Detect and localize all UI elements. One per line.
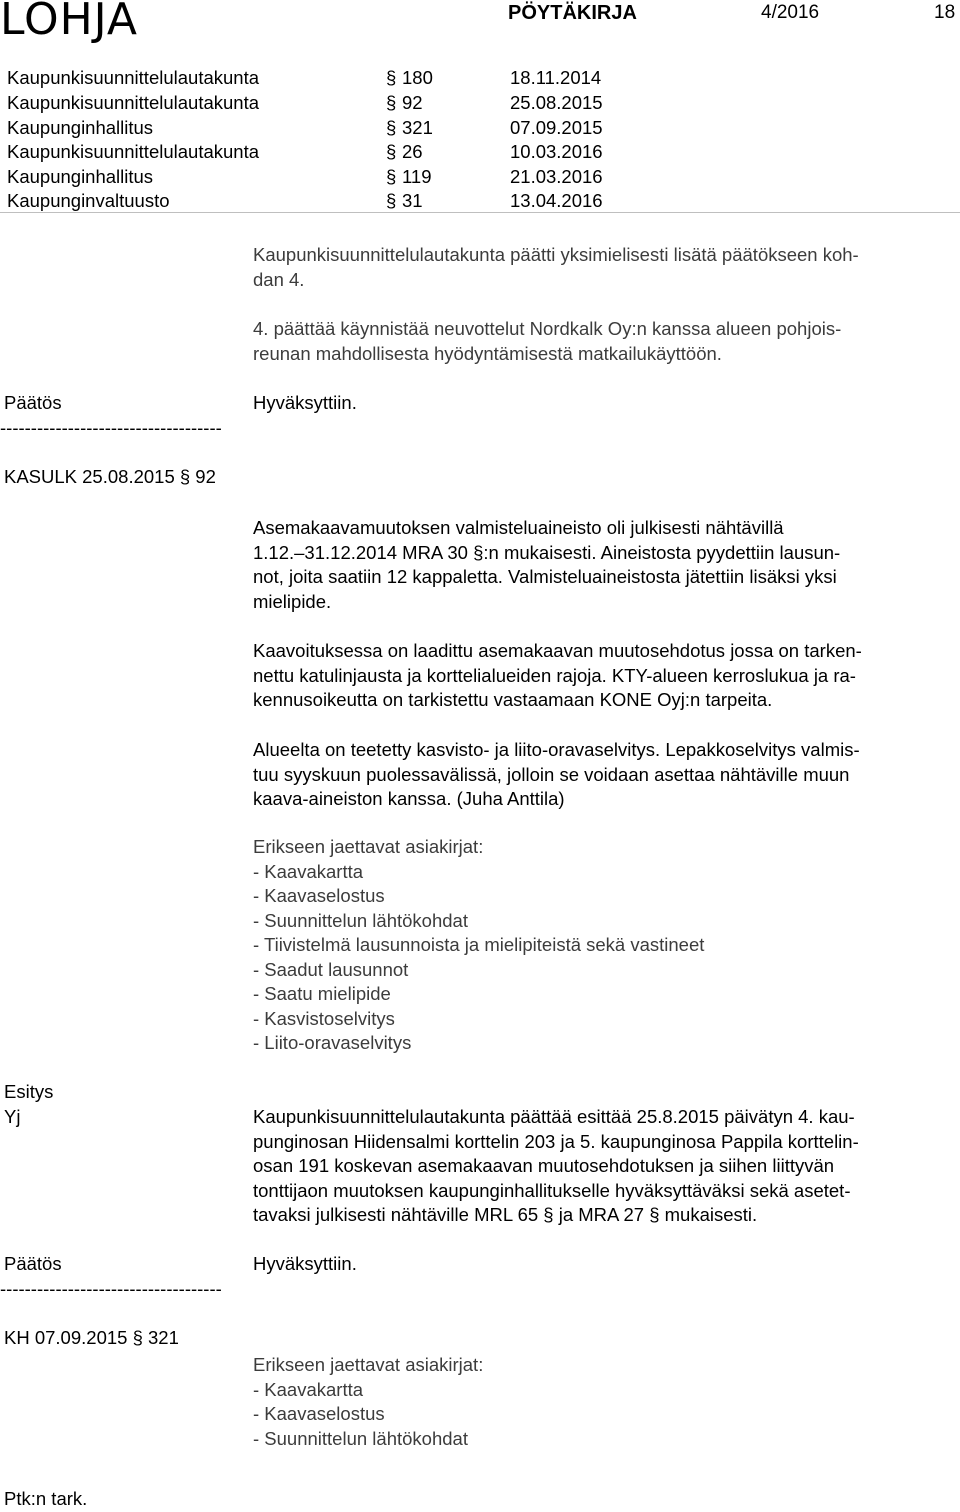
decision-label: Päätös: [4, 1253, 62, 1274]
kasulk-attachments: [253, 835, 953, 1056]
document-type: PÖYTÄKIRJA: [508, 2, 637, 24]
history-date: 07.09.2015: [510, 117, 603, 138]
text-line: Kaupunkisuunnittelulautakunta päätti yksimielisesti lisätä päätökseen koh-: [253, 244, 859, 265]
text-line: tonttijaon muutoksen kaupunginhallitukselle hyväksyttäväksi sekä asetet-: [253, 1179, 851, 1201]
proposal-label: Esitys: [4, 1081, 54, 1102]
attachment-item: - Kaavakartta: [253, 1378, 364, 1400]
attachment-item: - Suunnittelun lähtökohdat: [253, 909, 468, 931]
text-line: nettu katulinjausta ja korttelialueiden rajoja. KTY-alueen kerroslukua ja ra-: [253, 664, 856, 686]
history-number: 321: [402, 117, 433, 138]
attachment-item: - Liito-oravaselvitys: [253, 1032, 412, 1053]
footer-ptk: Ptk:n tark.: [4, 1488, 88, 1509]
history-number: 92: [402, 92, 423, 113]
history-body: Kaupunkisuunnittelulautakunta: [7, 141, 259, 162]
text-line: tavaksi julkisesti nähtäville MRL 65 § ja MRA 27 § mukaisesti.: [253, 1204, 758, 1225]
decision-text: Hyväksyttiin.: [253, 1253, 357, 1274]
text-line: punginosan Hiidensalmi korttelin 203 ja 5. kaupunginosa Pappila korttelin-: [253, 1130, 859, 1152]
separator-line: ------------------------------------: [0, 1278, 222, 1299]
kasulk-heading: KASULK 25.08.2015 § 92: [4, 466, 216, 487]
text-line: Asemakaavamuutoksen valmisteluaineisto oli julkisesti nähtävillä: [253, 517, 784, 538]
text-line: Alueelta on teetetty kasvisto- ja liito-oravaselvitys. Lepakkoselvitys valmis-: [253, 739, 860, 760]
text-line: 1.12.–31.12.2014 MRA 30 §:n mukaisesti. Aineistosta pyydettiin lausun-: [253, 541, 841, 563]
history-body: Kaupunginvaltuusto: [7, 190, 170, 211]
text-line: tuu syyskuun puolessavälissä, jolloin se voidaan asettaa nähtäville muun: [253, 763, 850, 785]
lohja-logo: LOHJA: [0, 0, 138, 45]
text-line: 4. päättää käynnistää neuvottelut Nordkalk Oy:n kanssa alueen pohjois-: [253, 318, 842, 339]
history-date: 21.03.2016: [510, 166, 603, 187]
amendment-paragraph: [253, 243, 953, 292]
history-divider: [0, 212, 960, 213]
section-sign: §: [386, 166, 397, 187]
history-number: 180: [402, 67, 433, 88]
text-line: Kaupunkisuunnittelulautakunta päättää esittää 25.8.2015 päivätyn 4. kau-: [253, 1106, 855, 1127]
proposal-presenter: Yj: [4, 1106, 21, 1127]
history-number: 119: [402, 166, 432, 187]
text-line: not, joita saatiin 12 kappaletta. Valmisteluaineistosta jätettiin lisäksi yksi: [253, 566, 837, 587]
text-line: kennusoikeutta on tarkistettu vastaamaan KONE Oyj:n tarpeita.: [253, 689, 773, 710]
history-number: 31: [402, 190, 423, 211]
attachment-item: - Kasvistoselvitys: [253, 1007, 395, 1029]
text-line: reunan mahdollisesta hyödyntämisestä matkailukäyttöön.: [253, 342, 722, 364]
kh-heading: KH 07.09.2015 § 321: [4, 1327, 179, 1348]
section-sign: §: [386, 141, 397, 162]
history-date: 10.03.2016: [510, 141, 603, 162]
attachment-item: - Saadut lausunnot: [253, 958, 409, 980]
attachment-item: - Suunnittelun lähtökohdat: [253, 1427, 468, 1449]
history-number: 26: [402, 141, 423, 162]
section-sign: §: [386, 117, 397, 138]
attachments-title: Erikseen jaettavat asiakirjat:: [253, 1354, 484, 1375]
attachment-item: - Kaavaselostus: [253, 1403, 385, 1424]
text-line: Kaavoituksessa on laadittu asemakaavan muutosehdotus jossa on tarken-: [253, 640, 862, 661]
history-body: Kaupunkisuunnittelulautakunta: [7, 67, 259, 88]
history-date: 25.08.2015: [510, 92, 603, 113]
kh-attachments: [253, 1353, 953, 1451]
attachment-item: - Saatu mielipide: [253, 983, 391, 1004]
decision-label: Päätös: [4, 392, 62, 413]
kasulk-paragraph-1: [253, 516, 953, 614]
document-number: 4/2016: [761, 2, 820, 23]
attachment-item: - Kaavaselostus: [253, 885, 385, 906]
text-line: osan 191 koskevan asemakaavan muutosehdotuksen ja siihen liittyvän: [253, 1155, 835, 1176]
history-date: 18.11.2014: [510, 67, 602, 88]
attachment-item: - Tiivistelmä lausunnoista ja mielipiteistä sekä vastineet: [253, 934, 705, 955]
kasulk-paragraph-3: [253, 738, 953, 812]
text-line: dan 4.: [253, 268, 305, 290]
amendment-point-4: [253, 317, 953, 366]
history-body: Kaupunginhallitus: [7, 166, 154, 187]
separator-line: ------------------------------------: [0, 417, 222, 438]
history-body: Kaupunkisuunnittelulautakunta: [7, 92, 259, 113]
section-sign: §: [386, 190, 397, 211]
decision-text: Hyväksyttiin.: [253, 392, 357, 413]
section-sign: §: [386, 92, 397, 113]
text-line: kaava-aineiston kanssa. (Juha Anttila): [253, 788, 565, 809]
history-date: 13.04.2016: [510, 190, 603, 211]
page-number: 18: [934, 2, 956, 23]
attachments-title: Erikseen jaettavat asiakirjat:: [253, 836, 484, 857]
attachment-item: - Kaavakartta: [253, 860, 364, 882]
kasulk-paragraph-2: [253, 639, 953, 713]
proposal-text: [253, 1105, 953, 1228]
section-sign: §: [386, 67, 397, 88]
history-body: Kaupunginhallitus: [7, 117, 154, 138]
text-line: mielipide.: [253, 590, 332, 612]
